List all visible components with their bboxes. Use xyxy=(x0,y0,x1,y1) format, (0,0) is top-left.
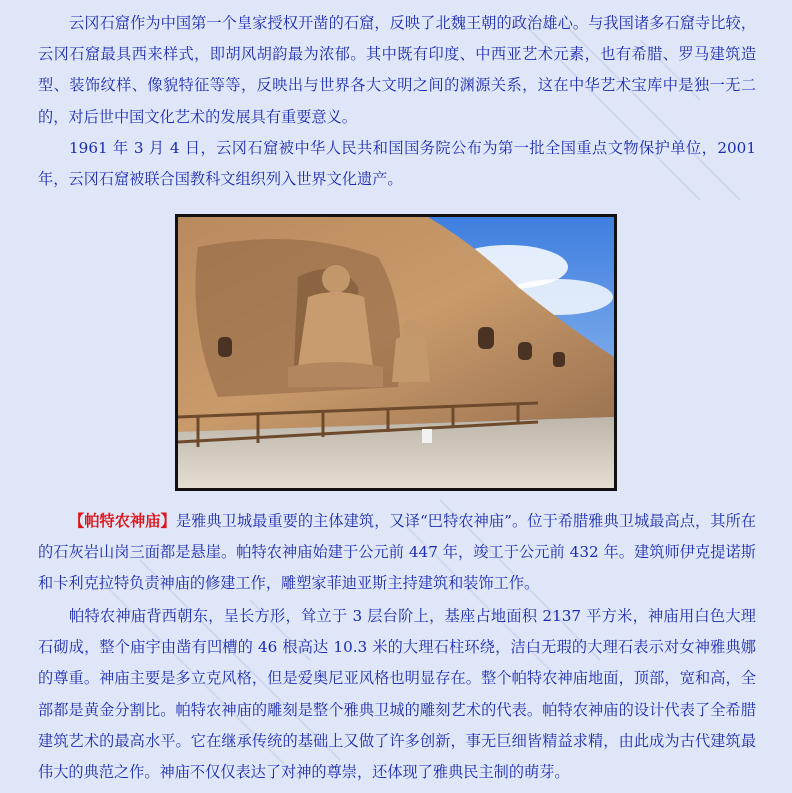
yungang-grottoes-photo xyxy=(175,214,617,491)
paragraph-parthenon-intro xyxy=(38,506,756,600)
paragraph-yungang-art xyxy=(38,8,756,133)
paragraph-text: 云冈石窟作为中国第一个皇家授权开凿的石窟，反映了北魏王朝的政治雄心。与我国诸多石窟寺比较，云冈石窟最具西来样式，即胡风胡韵最为浓郁。其中既有印度、中西亚艺术元素，也有希腊、罗马建筑造型、装饰纹样、像貌特征等等，反映出与世界各大文明之间的渊源关系，这在中华艺术宝库中是独一无二的，对后世中国文化艺术的发展具有重要意义。 xyxy=(38,14,756,126)
paragraph-text: 帕特农神庙背西朝东，呈长方形，耸立于 3 层台阶上，基座占地面积 2137 平方米，神庙用白色大理石砌成，整个庙宇由凿有凹槽的 46 根高达 10.3 米的大理石柱环绕，洁白无瑕的大理石表示对女神雅典娜的尊重。神庙主要是多立克风格，但是爱奥尼亚风格也明显存在。整个帕特农神庙地面，顶部，宽和高，全部都是黄金分割比。帕特农神庙的雕刻是整个雅典卫城的雕刻艺术的代表。帕特农神庙的设计代表了全希腊建筑艺术的最高水平。它在继承传统的基础上又做了许多创新，事无巨细皆精益求精，由此成为古代建筑最伟大的典范之作。神庙不仅仅表达了对神的尊崇，还体现了雅典民主制的萌芽。 xyxy=(38,607,756,782)
paragraph-yungang-heritage xyxy=(38,133,756,195)
paragraph-text: 1961 年 3 月 4 日，云冈石窟被中华人民共和国国务院公布为第一批全国重点文物保护单位，2001 年，云冈石窟被联合国教科文组织列入世界文化遗产。 xyxy=(38,139,756,189)
parthenon-heading: 【帕特农神庙】 xyxy=(69,512,176,530)
paragraph-text: 是雅典卫城最重要的主体建筑，又译“巴特农神庙”。位于希腊雅典卫城最高点，其所在的石灰岩山岗三面都是悬崖。帕特农神庙始建于公元前 447 年，竣工于公元前 432 年。建筑师伊克提诺斯和卡利克拉特负责神庙的修建工作，雕塑家菲迪亚斯主持建筑和装饰工作。 xyxy=(38,512,757,593)
paragraph-parthenon-detail xyxy=(38,601,756,788)
